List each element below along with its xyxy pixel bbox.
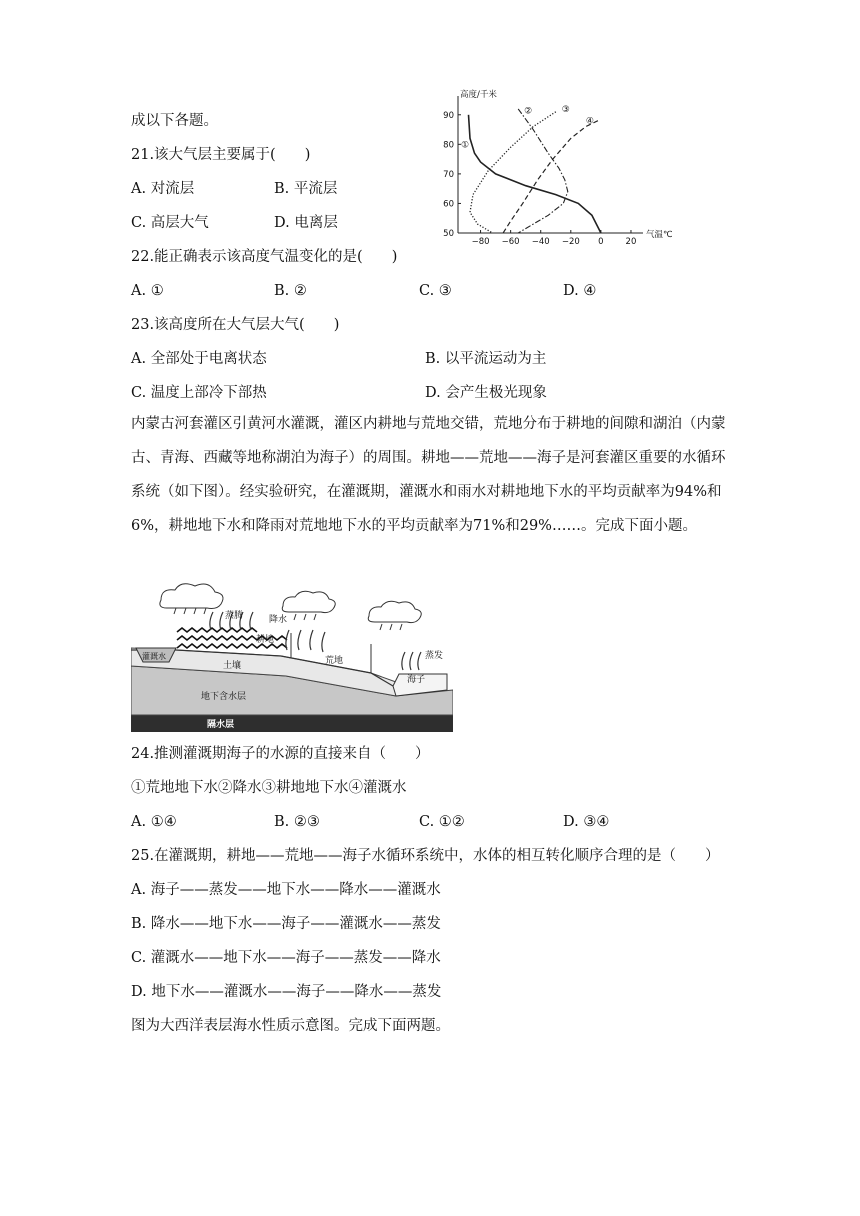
q22-option-b: B. ② [274, 283, 307, 299]
cloud-icon [368, 601, 421, 622]
cloud-icon [282, 591, 335, 612]
cloud-icon [160, 584, 223, 609]
label-rain: 降水 [269, 615, 288, 625]
outro-text: 图为大西洋表层海水性质示意图。完成下面两题。 [131, 1018, 450, 1034]
label-soil: 土壤 [223, 661, 242, 671]
q25-stem: 25.在灌溉期，耕地——荒地——海子水循环系统中，水体的相互转化顺序合理的是（ ） [131, 848, 720, 864]
q24-option-a: A. ①④ [131, 814, 177, 830]
y-tick-label: 80 [443, 140, 454, 151]
q21-stem: 21.该大气层主要属于( ) [131, 147, 311, 163]
q24-items: ①荒地地下水②降水③耕地地下水④灌溉水 [131, 780, 407, 796]
series-label-4: ④ [585, 116, 594, 127]
label-irrigation: 灌溉水 [142, 652, 166, 661]
label-lake: 海子 [407, 675, 426, 685]
label-aquiclude: 隔水层 [207, 720, 235, 730]
temperature-altitude-chart [438, 88, 688, 253]
series-label-2: ② [524, 106, 533, 117]
y-tick-label: 60 [443, 199, 454, 210]
q25-option-d: D. 地下水——灌溉水——海子——降水——蒸发 [131, 984, 442, 1000]
label-farmland: 耕地 [256, 635, 275, 645]
series-label-3: ③ [561, 104, 570, 115]
q22-option-d: D. ④ [563, 283, 597, 299]
water-cycle-diagram [131, 578, 453, 733]
series-line-4 [503, 121, 598, 233]
series-label-1: ① [461, 140, 470, 151]
q23-option-a: A. 全部处于电离状态 [131, 351, 267, 367]
label-wasteland: 荒地 [325, 656, 344, 666]
aquiclude-layer [131, 715, 453, 732]
q22-option-c: C. ③ [419, 283, 452, 299]
x-axis-title: 气温℃ [646, 230, 673, 240]
q25-option-c: C. 灌溉水——地下水——海子——蒸发——降水 [131, 950, 441, 966]
q24-option-b: B. ②③ [274, 814, 320, 830]
q24-option-c: C. ①② [419, 814, 465, 830]
x-tick-label: 20 [625, 237, 637, 247]
chart-axes [458, 96, 643, 233]
q24-option-d: D. ③④ [563, 814, 610, 830]
x-tick-label: −60 [501, 237, 520, 247]
q23-stem: 23.该高度所在大气层大气( ) [131, 317, 340, 333]
passage-text: 内蒙古河套灌区引黄河水灌溉，灌区内耕地与荒地交错，荒地分布于耕地的间隙和湖泊（内蒙古、青海、西藏等地称湖泊为海子）的周围。耕地——荒地——海子是河套灌区重要的水循环系统（如下图）。经实验研究，在灌溉期，灌溉水和雨水对耕地地下水的平均贡献率为94%和6%，耕地地下水和降雨对荒地地下水的平均贡献率为71%和29%……。完成下面小题。 [131, 416, 726, 534]
q23-option-d: D. 会产生极光现象 [425, 385, 547, 401]
chart-labels [460, 89, 673, 240]
chart-series [469, 109, 601, 233]
intro-text: 成以下各题。 [131, 113, 218, 129]
label-transpiration: 蒸腾 [225, 611, 244, 621]
series-line-2 [518, 109, 568, 233]
q25-option-a: A. 海子——蒸发——地下水——降水——灌溉水 [131, 882, 441, 898]
q25-option-b: B. 降水——地下水——海子——灌溉水——蒸发 [131, 916, 441, 932]
q24-stem: 24.推测灌溉期海子的水源的直接来自（ ） [131, 746, 430, 762]
q22-stem: 22.能正确表示该高度气温变化的是( ) [131, 249, 398, 265]
x-tick-label: −20 [561, 237, 580, 247]
x-tick-label: 0 [598, 237, 604, 247]
y-tick-label: 70 [443, 169, 454, 180]
q23-option-c: C. 温度上部冷下部热 [131, 385, 267, 401]
label-aquifer: 地下含水层 [201, 692, 247, 702]
chart-ticks [443, 111, 636, 247]
label-evaporation: 蒸发 [425, 651, 444, 661]
q21-option-a: A. 对流层 [131, 181, 195, 197]
x-tick-label: −40 [531, 237, 550, 247]
q21-option-d: D. 电离层 [274, 215, 338, 231]
y-axis-title: 高度/千米 [460, 90, 497, 100]
y-tick-label: 90 [443, 110, 454, 121]
q21-option-b: B. 平流层 [274, 181, 338, 197]
q23-option-b: B. 以平流运动为主 [425, 351, 547, 367]
q21-option-c: C. 高层大气 [131, 215, 209, 231]
x-tick-label: −80 [471, 237, 490, 247]
y-tick-label: 50 [443, 229, 454, 239]
q22-option-a: A. ① [131, 283, 164, 299]
